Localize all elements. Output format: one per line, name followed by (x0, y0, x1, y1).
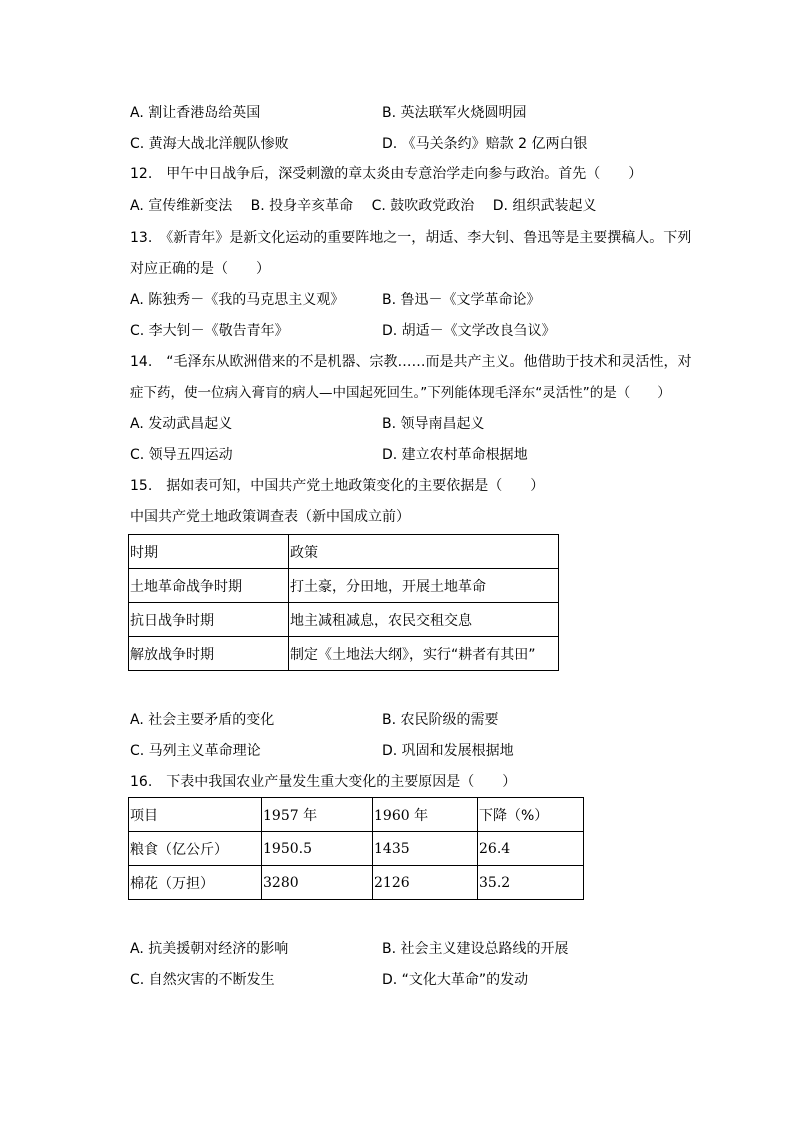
q14-option-d: D. 建立农村革命根据地 (382, 447, 528, 463)
q15-land-policy-table (128, 534, 559, 671)
q15-option-c: C. 马列主义革命理论 (130, 743, 261, 759)
table-header-cell: 1960 年 (373, 798, 478, 832)
q11-option-c: C. 黄海大战北洋舰队惨败 (130, 136, 289, 152)
q15-option-b: B. 农民阶级的需要 (382, 712, 499, 728)
q11-option-b: B. 英法联军火烧圆明园 (382, 105, 527, 121)
q13-option-d: D. 胡适－《文学改良刍议》 (382, 323, 556, 339)
table-row (129, 832, 584, 866)
q15-option-d: D. 巩固和发展根据地 (382, 743, 514, 759)
table-cell: 26.4 (478, 832, 584, 866)
q16-stem: 16. 下表中我国农业产量发生重大变化的主要原因是（ ） (130, 774, 517, 790)
q16-option-c: C. 自然灾害的不断发生 (130, 972, 275, 988)
q14-option-a: A. 发动武昌起义 (130, 416, 233, 432)
table-cell: 制定《土地法大纲》，实行“耕者有其田” (289, 637, 559, 671)
table-header-cell: 时期 (129, 535, 289, 569)
table-row (129, 569, 559, 603)
q16-option-d: D. “文化大革命”的发动 (382, 972, 529, 988)
q16-option-b: B. 社会主义建设总路线的开展 (382, 941, 569, 957)
table-row (129, 866, 584, 900)
q14-stem-line1: 14. “毛泽东从欧洲借来的不是机器、宗教……而是共产主义。他借助于技术和灵活性，对 (130, 354, 692, 370)
q14-option-c: C. 领导五四运动 (130, 447, 233, 463)
q15-table-title: 中国共产党土地政策调查表（新中国成立前） (130, 509, 410, 525)
table-header-row (129, 535, 559, 569)
table-header-cell: 项目 (129, 798, 262, 832)
table-row (129, 603, 559, 637)
q14-stem-line2: 症下药，使一位病入膏肓的病人—中国起死回生。”下列能体现毛泽东“灵活性”的是（ ） (130, 385, 671, 401)
q13-stem-line1: 13. 《新青年》是新文化运动的重要阵地之一，胡适、李大钊、鲁迅等是主要撰稿人。下列 (130, 230, 692, 246)
q12-options: A. 宣传维新变法 B. 投身辛亥革命 C. 鼓吹政党政治 D. 组织武装起义 (130, 198, 597, 214)
q13-stem-line2: 对应正确的是（ ） (130, 261, 270, 277)
table-cell: 棉花（万担） (129, 866, 262, 900)
q14-option-b: B. 领导南昌起义 (382, 416, 485, 432)
table-header-row (129, 798, 584, 832)
table-cell: 1435 (373, 832, 478, 866)
table-header-cell: 1957 年 (262, 798, 373, 832)
q16-agriculture-table (128, 797, 584, 900)
table-cell: 35.2 (478, 866, 584, 900)
table-header-cell: 政策 (289, 535, 559, 569)
q15-stem: 15. 据如表可知，中国共产党土地政策变化的主要依据是（ ） (130, 478, 545, 494)
table-cell: 地主减租减息，农民交租交息 (289, 603, 559, 637)
q15-option-a: A. 社会主要矛盾的变化 (130, 712, 275, 728)
q13-option-c: C. 李大钊－《敬告青年》 (130, 323, 289, 339)
q13-option-a: A. 陈独秀－《我的马克思主义观》 (130, 292, 345, 308)
table-cell: 土地革命战争时期 (129, 569, 289, 603)
table-row (129, 637, 559, 671)
table-cell: 1950.5 (262, 832, 373, 866)
q11-option-a: A. 割让香港岛给英国 (130, 105, 261, 121)
table-cell: 解放战争时期 (129, 637, 289, 671)
q16-option-a: A. 抗美援朝对经济的影响 (130, 941, 289, 957)
q12-stem: 12. 甲午中日战争后，深受刺激的章太炎由专意治学走向参与政治。首先（ ） (130, 166, 643, 182)
table-cell: 2126 (373, 866, 478, 900)
table-cell: 打土豪，分田地，开展土地革命 (289, 569, 559, 603)
table-header-cell: 下降（%） (478, 798, 584, 832)
table-cell: 抗日战争时期 (129, 603, 289, 637)
q11-option-d: D. 《马关条约》赔款 2 亿两白银 (382, 136, 588, 152)
table-cell: 3280 (262, 866, 373, 900)
table-cell: 粮食（亿公斤） (129, 832, 262, 866)
q13-option-b: B. 鲁迅－《文学革命论》 (382, 292, 541, 308)
